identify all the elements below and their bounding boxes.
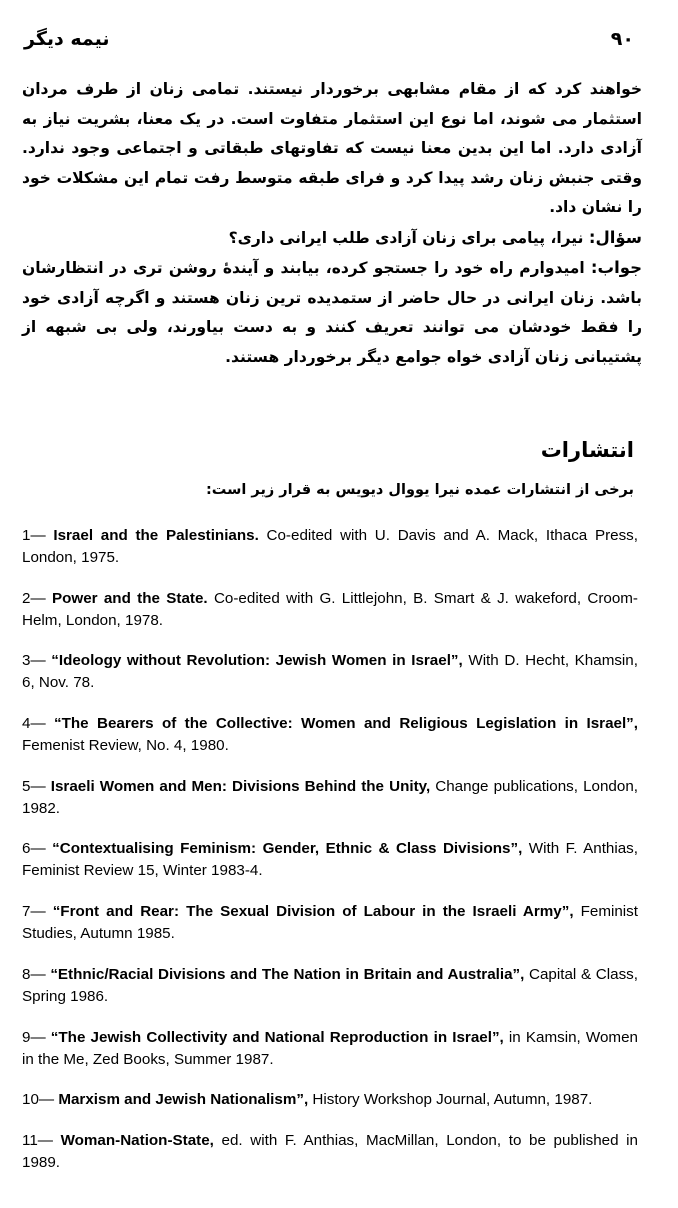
publication-item	[22, 588, 638, 632]
publications-heading: انتشارات	[540, 438, 634, 462]
publication-number: 9—	[22, 1028, 46, 1046]
publication-item	[22, 901, 638, 945]
question-label: سؤال:	[588, 227, 642, 247]
publication-title: Marxism and Jewish Nationalism”,	[58, 1091, 309, 1109]
publication-details: With F. Anthias, Feminist Review 15, Winter 1983-4.	[22, 840, 638, 880]
publication-title: “The Bearers of the Collective: Women and Religious Legislation in Israel”,	[54, 715, 638, 733]
publication-item	[22, 838, 638, 882]
answer-paragraph	[22, 253, 642, 372]
publication-title: “The Jewish Collectivity and National Reproduction in Israel”,	[50, 1028, 504, 1046]
publication-details: Feminist Studies, Autumn 1985.	[22, 903, 638, 943]
publication-number: 4—	[22, 715, 46, 733]
publication-title: “Contextualising Feminism: Gender, Ethnic & Class Divisions”,	[52, 840, 523, 858]
publication-item	[22, 1130, 638, 1174]
publication-number: 3—	[22, 652, 46, 670]
publication-number: 10—	[22, 1091, 55, 1109]
publication-details: Change publications, London, 1982.	[22, 777, 638, 817]
question-text: نیرا، پیامی برای زنان آزادی طلب ایرانی داری؟	[228, 228, 589, 247]
publication-number: 11—	[22, 1131, 53, 1149]
publication-title: “Front and Rear: The Sexual Division of Labour in the Israeli Army”,	[52, 903, 574, 921]
paragraph-continuation	[22, 75, 642, 223]
publication-details: Co-edited with G. Littlejohn, B. Smart & J. wakeford, Croom-Helm, London, 1978.	[22, 589, 638, 629]
publication-number: 1—	[22, 527, 46, 544]
paragraph-1-text: خواهند کرد که از مقام مشابهی برخوردار نیستند. تمامی زنان از طرف مردان استثمار می شوند، اما نوع این استثمار متفاوت است. در یک معنا، بشریت نیاز به آزادی دارد. اما این بدین معنا نیست که تفاوتهای طبقاتی و اجتماعی وجود ندارد. وقتی جنبش زنان رشد پیدا کرد و فرای طبقه متوسط رفت تمام این مشکلات خود را نشان داد.	[22, 80, 642, 216]
publication-item	[22, 1027, 638, 1071]
publication-details: Co-edited with U. Davis and A. Mack, Ithaca Press, London, 1975.	[22, 527, 638, 566]
running-title: نیمه دیگر	[24, 28, 110, 50]
publication-item	[22, 650, 638, 694]
publication-title: Israeli Women and Men: Divisions Behind the Unity,	[50, 777, 431, 795]
publication-item	[22, 964, 638, 1008]
publication-item	[22, 713, 638, 757]
publication-details: With D. Hecht, Khamsin, 6, Nov. 78.	[22, 652, 638, 692]
publication-details: in Kamsin, Women in the Me, Zed Books, Summer 1987.	[22, 1028, 638, 1068]
publications-intro: برخی از انتشارات عمده نیرا یووال دیویس به قرار زیر است:	[206, 482, 634, 498]
question-paragraph	[22, 223, 642, 254]
publication-number: 7—	[22, 903, 46, 921]
publication-number: 5—	[22, 777, 46, 795]
publication-title: “Ideology without Revolution: Jewish Women in Israel”,	[51, 652, 463, 670]
publication-number: 2—	[22, 589, 46, 607]
page-header	[0, 28, 678, 58]
interview-text	[22, 75, 642, 372]
publication-item	[22, 1089, 638, 1111]
page-number: ۹۰	[610, 28, 634, 50]
publication-number: 6—	[22, 840, 46, 858]
publication-title: Power and the State.	[51, 589, 208, 607]
publication-details: Capital & Class, Spring 1986.	[22, 965, 638, 1005]
answer-text: امیدوارم راه خود را جستجو کرده، بیابند و آیندۀ روشن تری در انتظارشان باشد. زنان ایرانی در حال حاضر از ستمدیده ترین زنان هستند و اگرچه آزادی خود را فقط خودشان می توانند تعریف کنند و به دست بیاورند، ولی بی شبهه از پشتیبانی زنان آزادی خواه جوامع دیگر برخوردار هستند.	[22, 259, 642, 366]
publication-item	[22, 525, 638, 569]
publication-details: Femenist Review, No. 4, 1980.	[22, 737, 229, 755]
publication-title: “Ethnic/Racial Divisions and The Nation in Britain and Australia”,	[50, 965, 525, 983]
publication-title: Woman-Nation-State,	[60, 1131, 214, 1149]
publication-title: Israel and the Palestinians.	[53, 527, 259, 544]
publication-details: ed. with F. Anthias, MacMillan, London, to be published in 1989.	[22, 1131, 638, 1171]
publication-details: History Workshop Journal, Autumn, 1987.	[308, 1091, 593, 1109]
publications-list	[22, 525, 638, 1193]
answer-label: جواب:	[590, 258, 642, 277]
publication-number: 8—	[22, 965, 46, 983]
publication-item	[22, 776, 638, 820]
